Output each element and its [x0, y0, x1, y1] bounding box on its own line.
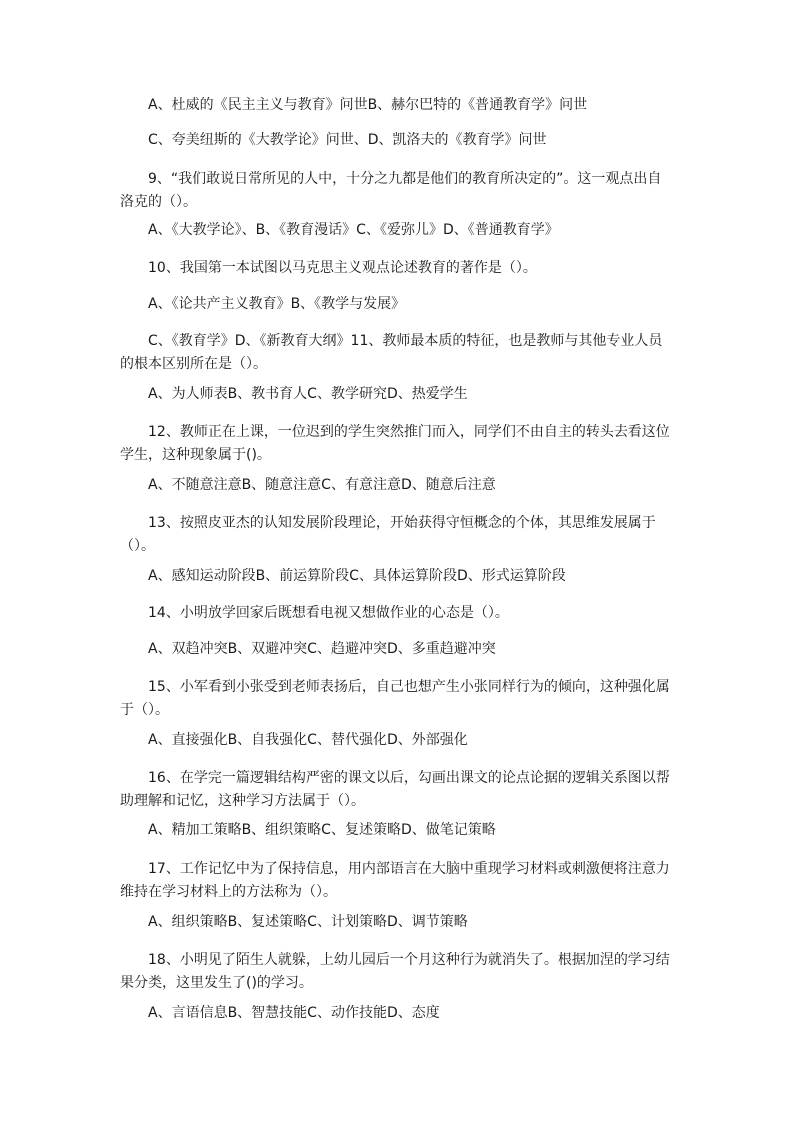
option-line: A、直接强化B、自我强化C、替代强化D、外部强化 — [148, 732, 468, 748]
option-line: A、言语信息B、智慧技能C、动作技能D、态度 — [148, 1005, 440, 1021]
option-line: C、夸美纽斯的《大教学论》问世、D、凯洛夫的《教育学》问世 — [148, 132, 547, 148]
question-text: C、《教育学》D、《新教育大纲》11、教师最本质的特征，也是教师与其他专业人员的根本区别所在是（）。 — [120, 333, 663, 372]
option-line: A、感知运动阶段B、前运算阶段C、具体运算阶段D、形式运算阶段 — [148, 568, 566, 584]
option-line: A、组织策略B、复述策略C、计划策略D、调节策略 — [148, 914, 468, 930]
option-line: A、《论共产主义教育》B、《教学与发展》 — [148, 296, 406, 312]
question-text: 10、我国第一本试图以马克思主义观点论述教育的著作是（）。 — [148, 260, 537, 276]
option-line: A、杜威的《民主主义与教育》问世B、赫尔巴特的《普通教育学》问世 — [148, 97, 588, 113]
option-line: A、双趋冲突B、双避冲突C、趋避冲突D、多重趋避冲突 — [148, 641, 496, 657]
option-line: A、为人师表B、教书育人C、教学研究D、热爱学生 — [148, 386, 468, 402]
question-text: 18、小明见了陌生人就躲，上幼儿园后一个月这种行为就消失了。根据加涅的学习结果分类，这里发生了()的学习。 — [120, 952, 670, 991]
option-line: A、精加工策略B、组织策略C、复述策略D、做笔记策略 — [148, 822, 496, 838]
question-text: 12、教师正在上课，一位迟到的学生突然推门而入，同学们不由自主的转头去看这位学生，这种现象属于()。 — [120, 424, 670, 463]
question-text: 9、“我们敢说日常所见的人中，十分之九都是他们的教育所决定的”。这一观点出自洛克的（）。 — [120, 171, 662, 210]
question-text: 16、在学完一篇逻辑结构严密的课文以后，勾画出课文的论点论据的逻辑关系图以帮助理解和记忆，这种学习方法属于（）。 — [120, 770, 670, 809]
question-text: 15、小军看到小张受到老师表扬后，自己也想产生小张同样行为的倾向，这种强化属于（）。 — [120, 679, 670, 718]
question-text: 17、工作记忆中为了保持信息，用内部语言在大脑中重现学习材料或刺激便将注意力维持在学习材料上的方法称为（）。 — [120, 861, 670, 900]
option-line: A、《大教学论》、B、《教育漫话》C、《爱弥儿》D、《普通教育学》 — [148, 222, 559, 238]
question-text: 13、按照皮亚杰的认知发展阶段理论，开始获得守恒概念的个体，其思维发展属于（）。 — [120, 515, 656, 554]
option-line: A、不随意注意B、随意注意C、有意注意D、随意后注意 — [148, 477, 496, 493]
question-text: 14、小明放学回家后既想看电视又想做作业的心态是（）。 — [148, 605, 509, 621]
